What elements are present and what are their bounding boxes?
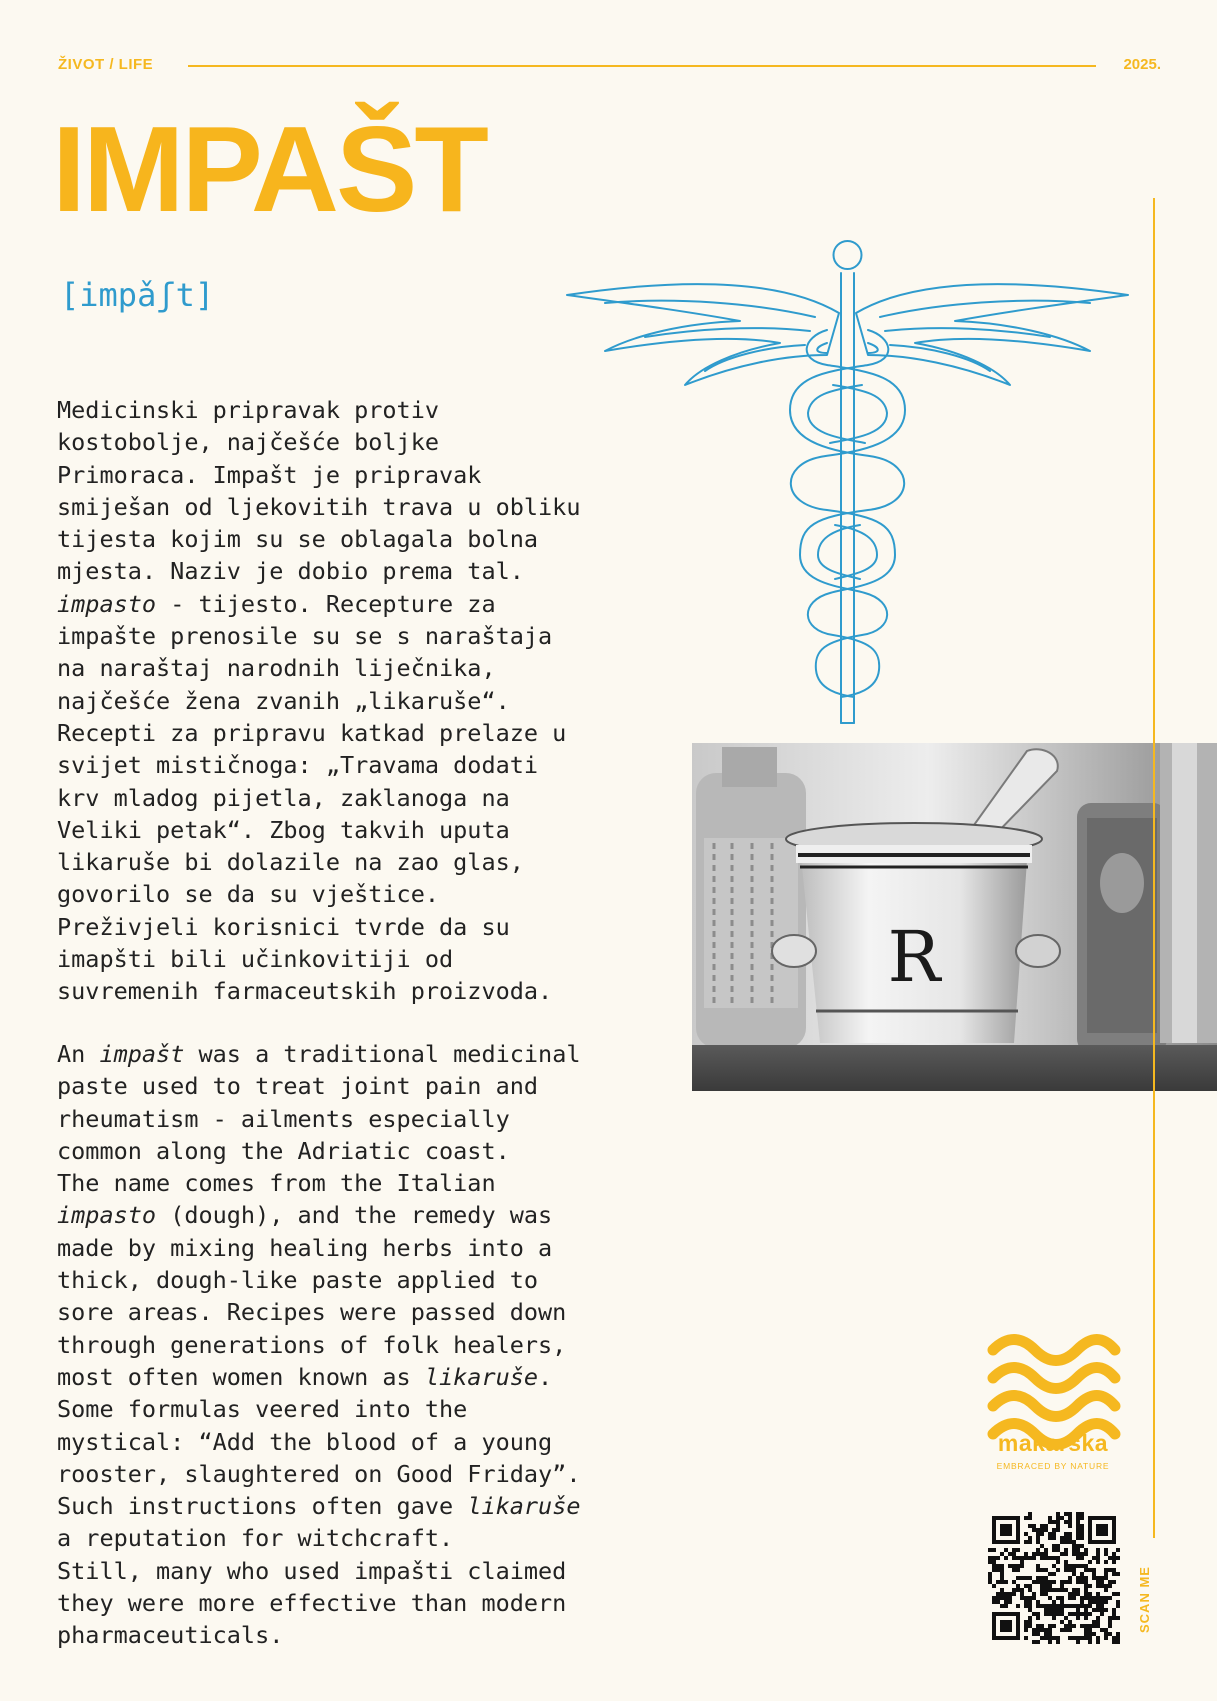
italic-term: likaruše xyxy=(467,1492,581,1521)
pronunciation: [impǎʃt] xyxy=(60,276,215,314)
brand-tagline: EMBRACED BY NATURE xyxy=(996,1461,1110,1471)
italic-term: impasto xyxy=(57,1201,157,1230)
headword: IMPAŠT xyxy=(52,101,486,237)
section-tag: ŽIVOT / LIFE xyxy=(58,56,154,73)
caduceus-illustration xyxy=(565,225,1130,730)
brand-name: makarska xyxy=(997,1430,1109,1456)
top-rule xyxy=(188,65,1096,67)
text-run: . Some formulas veered into the mystical: “Add the blood of a young rooster, slaughtered on Good Friday”. Such instructions often gave xyxy=(57,1362,581,1521)
text-run: a reputation for witchcraft. Still, many who used impašti claimed they were more effective than modern pharmaceuticals. xyxy=(57,1524,567,1650)
scan-me-label: SCAN ME xyxy=(1137,1566,1152,1634)
text-run: - tijesto. Recepture za impašte prenosile su se s naraštaja na naraštaj narodnih liječnika, najčešće žena zvanih „likaruše“. Recepti za pripravu katkad prelaze u svijet mističnoga: „Travama dodati krv mladog pijetla, zaklanoga na Veliki petak“. Zbog takvih uputa likaruše bi dolazile na zao glas, govorilo se da su vještice. Preživjeli korisnici tvrde da su imapšti bili učinkovitiji od suvremenih farmaceutskih proizvoda. xyxy=(57,589,567,1006)
text-run: An xyxy=(57,1040,100,1068)
paragraph-croatian xyxy=(57,394,617,1008)
text-run: Medicinski pripravak protiv kostobolje, najčešće boljke Primoraca. Impašt je pripravak smiješan od ljekovitih trava u obliku tijesta kojim su se oblagala bolna mjesta. Naziv je dobio prema tal. xyxy=(57,396,581,586)
text-run: (dough), and the remedy was made by mixing healing herbs into a thick, dough-like paste applied to sore areas. Recipes were passed down through generations of folk healers, most often women known as xyxy=(57,1201,567,1391)
italic-term: impašt xyxy=(99,1040,185,1068)
side-rule xyxy=(1153,198,1155,1538)
italic-term: likaruše xyxy=(424,1362,539,1391)
mortar-photo xyxy=(692,743,1217,1091)
paragraph-english xyxy=(57,1038,617,1652)
italic-term: impasto xyxy=(57,589,157,618)
qr-code[interactable] xyxy=(988,1512,1120,1644)
mortar-letter: R xyxy=(887,916,941,998)
text-run: was a traditional medicinal paste used to treat joint pain and rheumatism - ailments especially common along the Adriatic coast. The name comes from the Italian xyxy=(57,1040,581,1198)
year-label: 2025. xyxy=(1123,56,1161,73)
